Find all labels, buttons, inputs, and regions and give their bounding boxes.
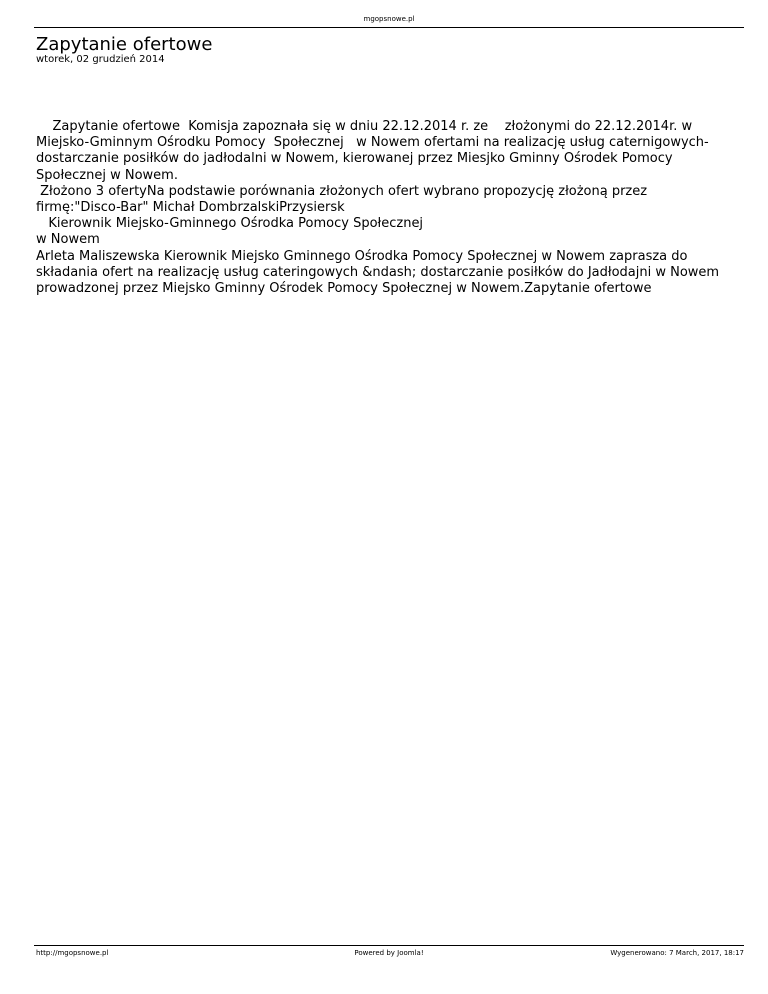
article-line: Zapytanie ofertowe Komisja zapoznała się w dniu 22.12.2014 r. ze złożonymi do 22.12.2014r. w <box>36 119 693 134</box>
article-line: Społecznej w Nowem. <box>36 167 178 183</box>
footer-powered-by: Powered by Joomla! <box>354 949 424 957</box>
article-line: firmę:"Disco-Bar" Michał DombrzalskiPrzysiersk <box>36 200 345 216</box>
article-line: Arleta Maliszewska Kierownik Miejsko Gminnego Ośrodka Pomocy Społecznej w Nowem zaprasza do <box>36 248 688 264</box>
header-site-name: mgopsnowe.pl <box>363 15 415 23</box>
article-line: Złożono 3 ofertyNa podstawie porównania złożonych ofert wybrano propozycję złożoną przez <box>36 183 648 199</box>
article-title: Zapytanie ofertowe <box>36 34 213 55</box>
article-date: wtorek, 02 grudzień 2014 <box>36 54 165 65</box>
printed-page <box>34 0 744 994</box>
footer-divider <box>34 945 744 946</box>
article-line: Miejsko-Gminnym Ośrodku Pomocy Społecznej w Nowem ofertami na realizację usług caternigowych- <box>36 135 709 151</box>
article-line: dostarczanie posiłków do jadłodalni w Nowem, kierowanej przez Miesjko Gminny Ośrodek Pomocy <box>36 151 673 167</box>
article-line: Kierownik Miejsko-Gminnego Ośrodka Pomocy Społecznej <box>36 216 424 232</box>
footer-url-link[interactable]: http://mgopsnowe.pl <box>36 949 109 957</box>
article-line: w Nowem <box>36 232 100 248</box>
article-body <box>36 119 742 297</box>
footer-generated-timestamp: Wygenerowano: 7 March, 2017, 18:17 <box>610 949 744 957</box>
article-line: składania ofert na realizację usług cateringowych &ndash; dostarczanie posiłków do Jadłodajni w Nowem <box>36 264 720 280</box>
article-line: prowadzonej przez Miejsko Gminny Ośrodek Pomocy Społecznej w Nowem.Zapytanie ofertowe <box>36 281 652 297</box>
header-divider <box>34 27 744 28</box>
